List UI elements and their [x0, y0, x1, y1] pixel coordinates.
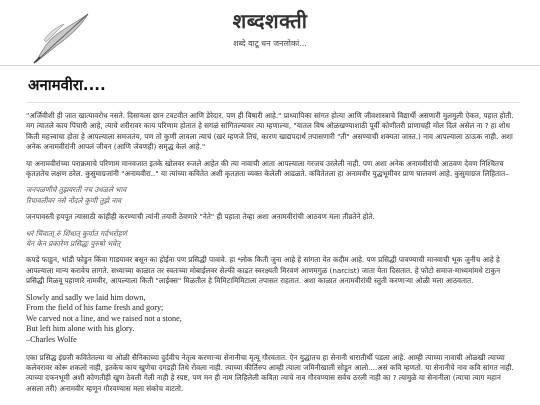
- article-paragraph: एका प्रसिद्ध इंग्रजी कवितेतल्या या ओळी सैनिकाच्या दुर्दवीच नेतृत्व करणाऱ्या सेनानीचा मृत्यू गौरवतात. ऐन युद्धातच हा सेनानी धारातीर्थी पडला आहे. आम्ही त्याच्या नावाची ओळखी त्याच्या कलेवरावर कोरू शकलो नाही, इतकेच काय खुणेचा दगडही तिथे रोवला नाही. त्याच्या कीर्तिरुप आम्ही त्याला जमिनीखाली सोडून आलो....असं कवि म्हणतो. या सेनानीचे नाव कवि सांगत नाही. त्याच्या दफनभूमी अशी कोणतीही खुण ठेवली गेली नाही हे स्पष्ट, पण मन ही नाम लिहिलेली कविता त्याचे नाव गौरवण्यास सर्वच ठरली नाही का ? त्यामुळे या सेनानीला (त्याचा त्याग महान असला तरी) अनामवीर म्हणून गौरवण्यास मला संकोच वाटतो.: [26, 352, 514, 393]
- site-tagline: शब्दे वाटू धन जनलोकां...: [233, 39, 307, 48]
- article-title[interactable]: अनामवीरा....: [28, 76, 106, 94]
- english-poem: [26, 293, 520, 346]
- article-paragraph: "अर्जिवीशी ही जात खात्यावरोध नसते. दिसायला छान टवटवीत आणि डेरेदार. पण ही विषारी आहे." प्राध्यापिका सांगत होत्या आणि जीवशास्त्राचे विद्यार्थी असणारी मुलमुली ऐकत, पहात होती. मग त्यातले काय पिचारी आहे, त्याचे शरीरावर काय परिणाम होतात हे सगळं सांगितल्यावर त्या म्हणाल्या, "यातल विष ओळखण्याशाठी पूर्वी कोणीतरी प्राणाचही मोल दिलं असेल ना ? हा शोध किती महत्त्वाचा होता हे आपल्याला समजतंय, पण तो कुणी लावला त्याचं (खरं म्हणजे तिचं, कारण खाद्यपदार्थ तपासणारी "ती" असण्याची शक्यता जास्त.) नाव आपल्याला ठाऊक नाही. अशा अनेक अनामवीरांनी आपलं जीवन (आणि जेवणही) समृद्ध केलं आहे.": [26, 111, 514, 152]
- site-header: [0, 0, 540, 68]
- poem-line: Slowly and sadly we laid him down,: [26, 292, 146, 302]
- sanskrit-verse: [26, 229, 520, 250]
- poem-line: We carved not a line, and we raised not a stone,: [26, 313, 182, 323]
- verse-line: येन केन प्रकारेण प्रसिद्धः पुरुषो भवेत्: [26, 239, 121, 249]
- verse-line: रिपावलीवर नसे नोंदले कुणी तुझे नाव: [26, 195, 122, 205]
- site-title[interactable]: शब्दशक्ती: [232, 9, 308, 33]
- verse-line: धरं चिंवाता् रुं शिंधात् कुर्यात गर्दभरोहणं: [26, 228, 127, 238]
- article: [26, 76, 520, 400]
- verse-line: जनपळणीचे तुझवरती नच उधळले भाव: [26, 185, 127, 195]
- article-paragraph: या अनामवीरांच्या पराक्रमाचे परिणाम मानवजात इतके खोलवर रुजले आहेत की त्या नावाची आता आपल्याला गरजच उरलेली नाही. पण अशा अनेक अनामवीरांची आठवण देवण निश्चितच कृतज्ञतेच लक्षण ठरेल. कुसुमाग्रजांनी "अनामवीरा.." या त्यांच्या कवितेत अशी कृतज्ञता व्यक्त केलेली आढळते. कवितेतला हा अनामवीर युद्धभूमीवर प्राण घालवणं आहे. कुसुमाग्रज लिहितात–: [26, 158, 509, 179]
- quoted-verse: [26, 185, 520, 206]
- poem-line: From the field of his fame fresh and gory;: [26, 303, 164, 313]
- header-divider: [0, 65, 540, 66]
- title-divider: [26, 102, 520, 103]
- article-paragraph: कपडे फाडुन, भांडी फोडुन किंवा गाडयावर बसून का होईना पण प्रसिद्धी पावावे. हा श्लोक किती जुना आहे हे सांगता येत कदीम आहे. पण प्रसिद्धी पावण्याची मानवाची भूक जुनीच आहे हे आपल्याला मान्य करावेच लागते. सध्याच्या काळात तर स्वतःच्या मोबाईलवर सेल्फी काढत स्वरक्ष्यती मिरवणं आणमगुळ (narcist) जाता येता दिसतात. हे फोटो समाज-माध्यमांमधे टाकुन प्रसिद्धी मिळवू पहाणारे नामवीर, आपल्याला किती "लाईक्स" मिळतील हे मिमिटामिमिटाला तपासत राहतात. अशा काळात अनामवीरांची स्तुती करणाऱ्या ओळी मला आठवतात.: [26, 255, 501, 286]
- article-paragraph: जनपावस्ती हयपूत त्यासाठी कांहीही करण्याची त्यांनी तयारी ठेवणारे "नेते" ही पहाता तेव्हा अशा अनामवीरांची आठवण मला तीव्रतेने होते.: [26, 212, 375, 222]
- poem-line: But left him alone with his glory.: [26, 324, 135, 334]
- poem-attribution: –Charles Wolfe: [26, 335, 77, 345]
